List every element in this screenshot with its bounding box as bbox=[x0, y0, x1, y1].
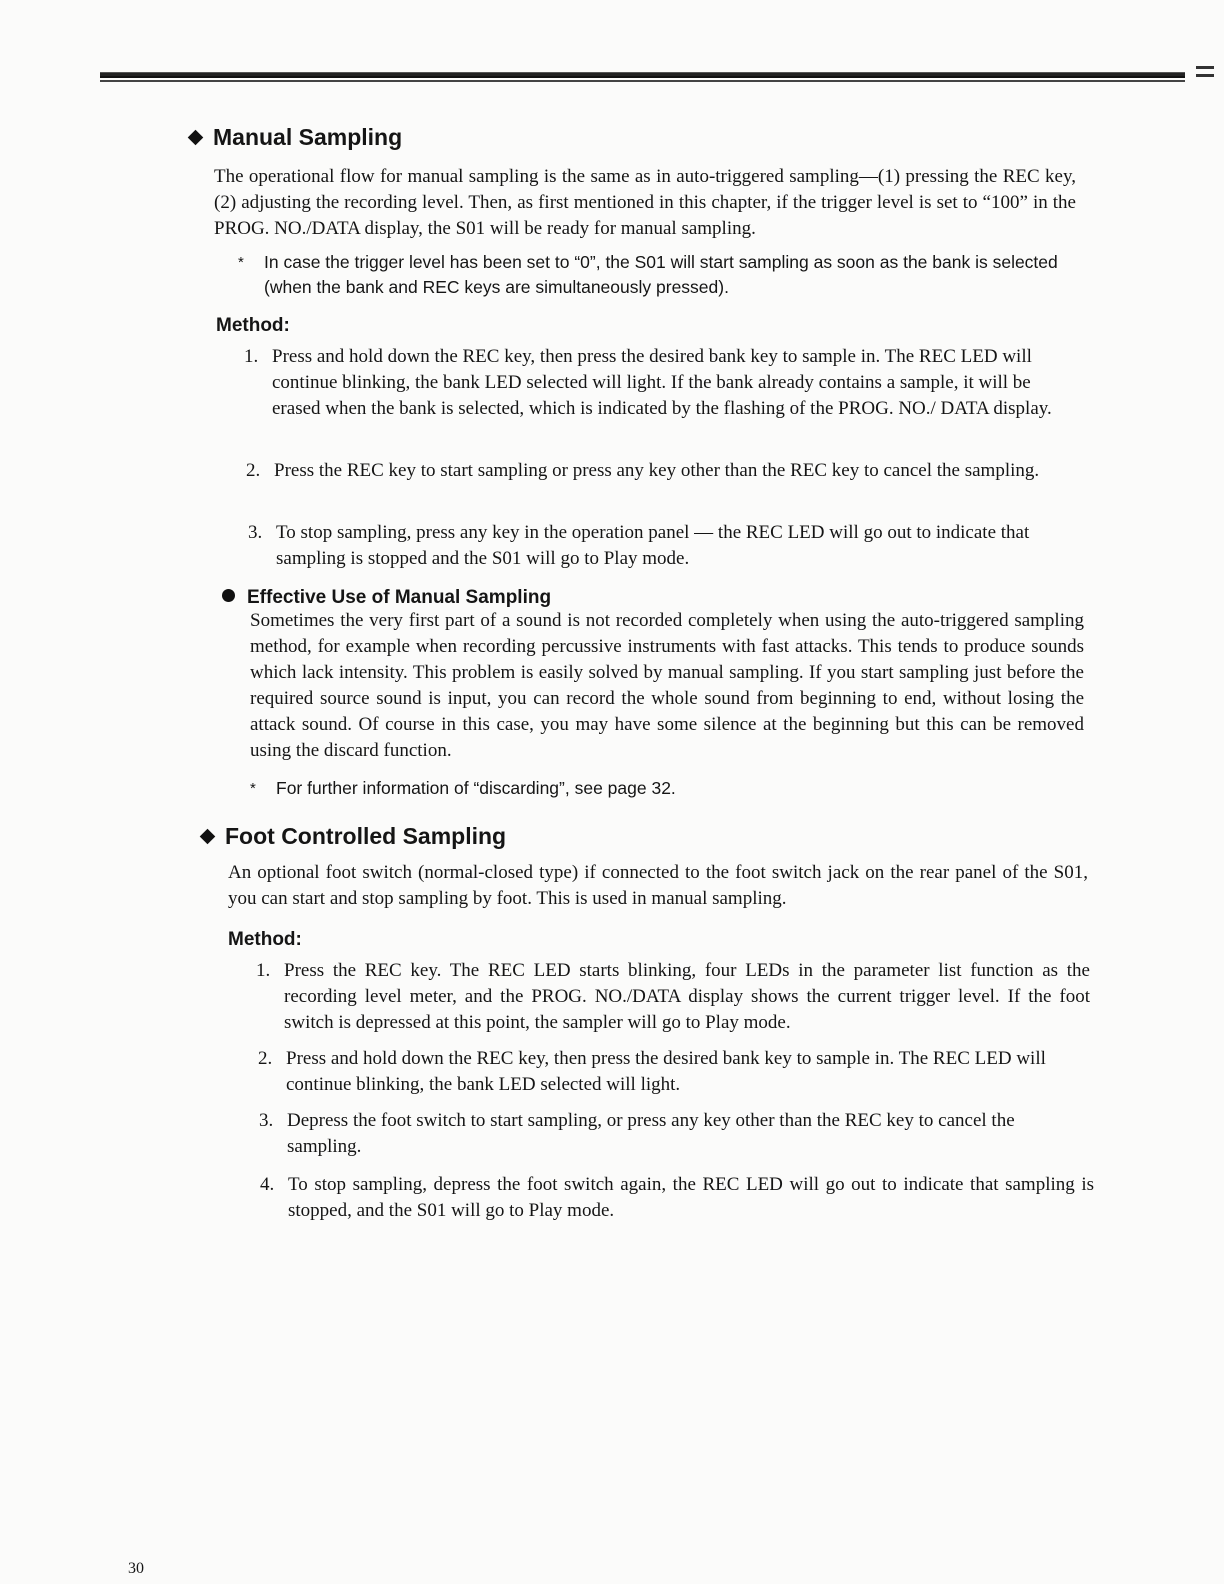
diamond-bullet-icon bbox=[188, 130, 204, 146]
list-item: 3. To stop sampling, press any key in the operation panel — the REC LED will go out to indicate that sampling is stopped and the S01 will go to Play mode. bbox=[248, 522, 1030, 569]
list-item: 3. Depress the foot switch to start sampling, or press any key other than the REC key to cancel the sampling. bbox=[259, 1110, 1015, 1157]
subsection-note: * For further information of “discarding”, see page 32. bbox=[276, 776, 1076, 801]
section2-intro: An optional foot switch (normal-closed type) if connected to the foot switch jack on the rear panel of the S01, you can start and stop sampling by foot. This is used in manual sampling. bbox=[228, 862, 1088, 909]
top-rule-thin bbox=[100, 80, 1185, 82]
section-heading-manual-sampling: Manual Sampling bbox=[186, 124, 402, 151]
section1-note: * In case the trigger level has been set to “0”, the S01 will start sampling as soon as the bank is selected (when the bank and REC keys are simultaneously pressed). bbox=[238, 252, 1058, 297]
list-item: 1. Press and hold down the REC key, then press the desired bank key to sample in. The REC LED will continue blinking, the bank LED selected will light. If the bank already contains a sample, it will be erased when the bank is selected, which is indicated by the flashing of the PROG. NO./ DATA display. bbox=[244, 346, 1052, 419]
method-label-2: Method: bbox=[228, 929, 302, 950]
list-item: 2. Press the REC key to start sampling or press any key other than the REC key to cancel the sampling. bbox=[246, 460, 1040, 481]
list-item: 4. To stop sampling, depress the foot switch again, the REC LED will go out to indicate that sampling is stopped, and the S01 will go to Play mode. bbox=[260, 1174, 1094, 1221]
section-heading-foot-controlled-sampling: Foot Controlled Sampling bbox=[198, 823, 506, 850]
diamond-bullet-icon bbox=[200, 829, 216, 845]
subsection-heading: Effective Use of Manual Sampling bbox=[222, 587, 551, 609]
page-number: 30 bbox=[128, 1560, 144, 1577]
rule-tick bbox=[1196, 66, 1214, 69]
method-label-1: Method: bbox=[216, 315, 290, 336]
list-item: 1. Press the REC key. The REC LED starts blinking, four LEDs in the parameter list function as the recording level meter, and the PROG. NO./DATA display shows the current trigger level. If the foot switch is depressed at this point, the sampler will go to Play mode. bbox=[256, 960, 1090, 1033]
asterisk-icon: * bbox=[238, 254, 244, 271]
rule-tick bbox=[1196, 74, 1214, 77]
round-bullet-icon bbox=[222, 589, 235, 602]
asterisk-icon: * bbox=[250, 780, 256, 797]
list-item: 2. Press and hold down the REC key, then press the desired bank key to sample in. The REC LED will continue blinking, the bank LED selected will light. bbox=[258, 1048, 1046, 1095]
section1-intro: The operational flow for manual sampling is the same as in auto-triggered sampling—(1) pressing the REC key, (2) adjusting the recording level. Then, as first mentioned in this chapter, if the trigger level is set to “100” in the PROG. NO./DATA display, the S01 will be ready for manual sampling. bbox=[214, 166, 1076, 239]
subsection-body: Sometimes the very first part of a sound is not recorded completely when using the auto-triggered sampling method, for example when recording percussive instruments with fast attacks. This tends to produce sounds which lack intensity. This problem is easily solved by manual sampling. If you start sampling just before the required source sound is input, you can record the whole sound from beginning to end, without losing the attack sound. Of course in this case, you may have some silence at the beginning but this can be removed using the discard function. bbox=[250, 610, 1084, 761]
top-rule bbox=[100, 72, 1185, 78]
